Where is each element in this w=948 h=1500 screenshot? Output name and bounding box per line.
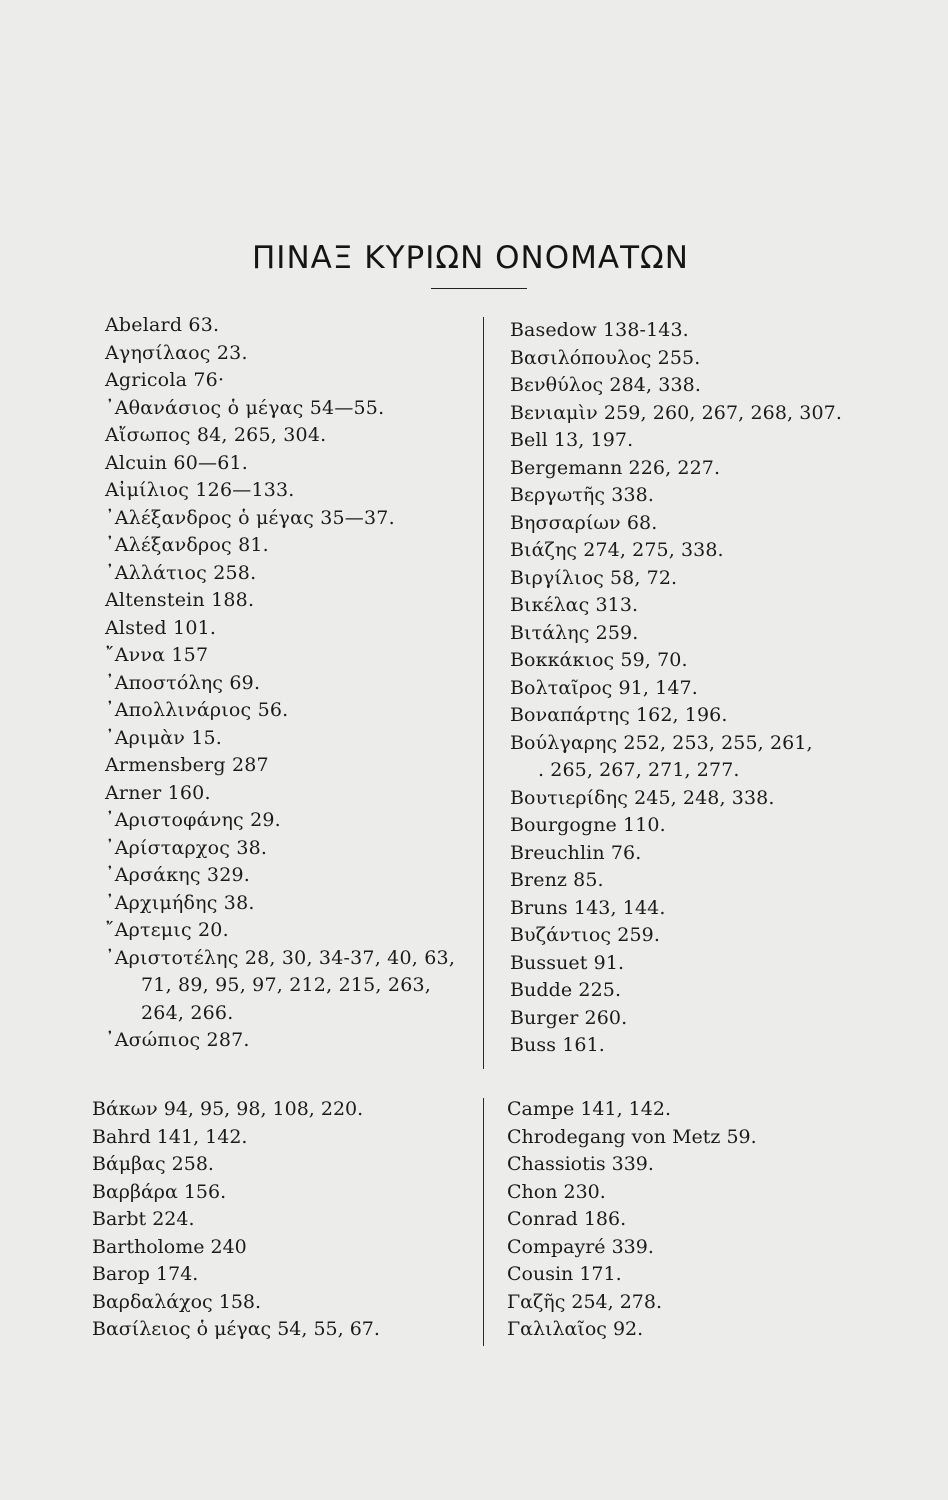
index-entry: ῎Αρτεμις 20. [105,919,229,941]
index-entry: Bourgogne 110. [510,814,666,836]
index-entry: ᾿Αλέξανδρος ὁ μέγας 35—37. [105,506,395,529]
index-entry: ᾿Αρχιμήδης 38. [105,891,255,914]
index-entry: Βασίλειος ὁ μέγας 54, 55, 67. [92,1318,380,1340]
index-entry: Armensberg 287 [105,754,269,776]
index-entry: Bell 13, 197. [510,429,634,451]
index-entry: Buss 161. [510,1034,605,1056]
index-entry: Βοκκάκιος 59, 70. [510,649,688,671]
index-entry: Βυζάντιος 259. [510,924,660,946]
page-title: ΠΙΝΑΞ ΚΥΡΙΩΝ ΟΝΟΜΑΤΩΝ [252,240,689,276]
index-entry: Βεργωτῆς 338. [510,484,655,506]
index-entry: . 265, 267, 271, 277. [538,759,740,781]
index-entry: Basedow 138-143. [510,319,689,341]
index-entry: Βολταῖρος 91, 147. [510,676,698,699]
index-entry: Γαλιλαῖος 92. [507,1318,644,1340]
index-column-top-right [510,317,842,1060]
index-entry: ᾿Αλλάτιος 258. [105,561,257,584]
index-entry: Βιτάλης 259. [510,621,639,644]
index-entry: ᾿Αλέξανδρος 81. [105,534,269,556]
index-entry: Βαρδαλάχος 158. [92,1290,262,1313]
index-entry: Γαζῆς 254, 278. [507,1290,663,1313]
index-entry: Βιάζης 274, 275, 338. [510,539,724,561]
index-entry: Βασιλόπουλος 255. [510,346,701,369]
index-entry: Βούλγαρης 252, 253, 255, 261, [510,731,813,754]
index-entry: 264, 266. [141,1001,234,1024]
index-column-bottom-right [507,1096,757,1344]
index-column-top-left [105,312,455,1055]
index-entry: Αἴσωπος 84, 265, 304. [105,424,327,446]
index-entry: Βενθύλος 284, 338. [510,374,701,396]
index-entry: Βάκων 94, 95, 98, 108, 220. [92,1098,364,1120]
index-entry: ᾿Αθανάσιος ὁ μέγας 54—55. [105,396,385,419]
index-entry: Compayré 339. [507,1235,654,1258]
index-entry: Bussuet 91. [510,951,625,974]
index-entry: 71, 89, 95, 97, 212, 215, 263, [141,974,432,996]
index-entry: Bartholome 240 [92,1235,247,1258]
index-entry: Αἰμίλιος 126—133. [105,479,295,501]
index-entry: Budde 225. [510,979,622,1001]
title-underline [431,288,527,289]
index-entry: Alcuin 60—61. [105,451,249,474]
index-entry: ᾿Ασώπιος 287. [105,1029,250,1051]
index-entry: ῎Αννα 157 [105,644,209,666]
index-entry: Agricola 76· [105,369,225,391]
index-entry: Βικέλας 313. [510,594,639,616]
index-entry: Bergemann 226, 227. [510,456,721,479]
index-entry: Campe 141, 142. [507,1098,671,1120]
index-entry: Barop 174. [92,1263,199,1285]
index-entry: ᾿Αρσάκης 329. [105,864,251,886]
column-divider-bottom [483,1098,484,1346]
index-entry: Βενιαμὶν 259, 260, 267, 268, 307. [510,401,843,424]
index-entry: Βαρβάρα 156. [92,1180,227,1203]
index-entry: Βησσαρίων 68. [510,511,658,534]
index-entry: Βοναπάρτης 162, 196. [510,704,728,726]
index-entry: Abelard 63. [105,314,220,336]
index-entry: Βιργίλιος 58, 72. [510,566,678,589]
index-entry: Chrodegang von Metz 59. [507,1125,757,1148]
index-entry: ᾿Αριμὰν 15. [105,726,223,749]
index-entry: Βάμβας 258. [92,1153,214,1175]
index-entry: Βουτιερίδης 245, 248, 338. [510,786,775,809]
column-divider-top [483,317,484,1069]
index-entry: ᾿Αποστόλης 69. [105,671,261,694]
index-entry: Breuchlin 76. [510,841,642,864]
index-entry: Brenz 85. [510,869,604,891]
index-entry: Chon 230. [507,1180,606,1203]
index-entry: Burger 260. [510,1006,628,1029]
index-entry: ᾿Αριστοφάνης 29. [105,809,281,831]
index-entry: Altenstein 188. [105,589,255,611]
index-entry: Chassiotis 339. [507,1153,654,1175]
index-entry: ᾿Αρίσταρχος 38. [105,836,268,859]
index-entry: Barbt 224. [92,1208,195,1230]
index-entry: Bruns 143, 144. [510,896,666,919]
index-column-bottom-left [92,1096,380,1344]
index-entry: Arner 160. [105,781,211,804]
index-entry: Cousin 171. [507,1263,622,1285]
index-entry: Alsted 101. [105,616,217,639]
index-entry: ᾿Αριστοτέλης 28, 30, 34-37, 40, 63, [105,946,456,969]
index-entry: Αγησίλαος 23. [105,341,248,364]
index-entry: Bahrd 141, 142. [92,1125,248,1148]
index-entry: ᾿Απολλινάριος 56. [105,699,289,721]
index-entry: Conrad 186. [507,1208,627,1230]
